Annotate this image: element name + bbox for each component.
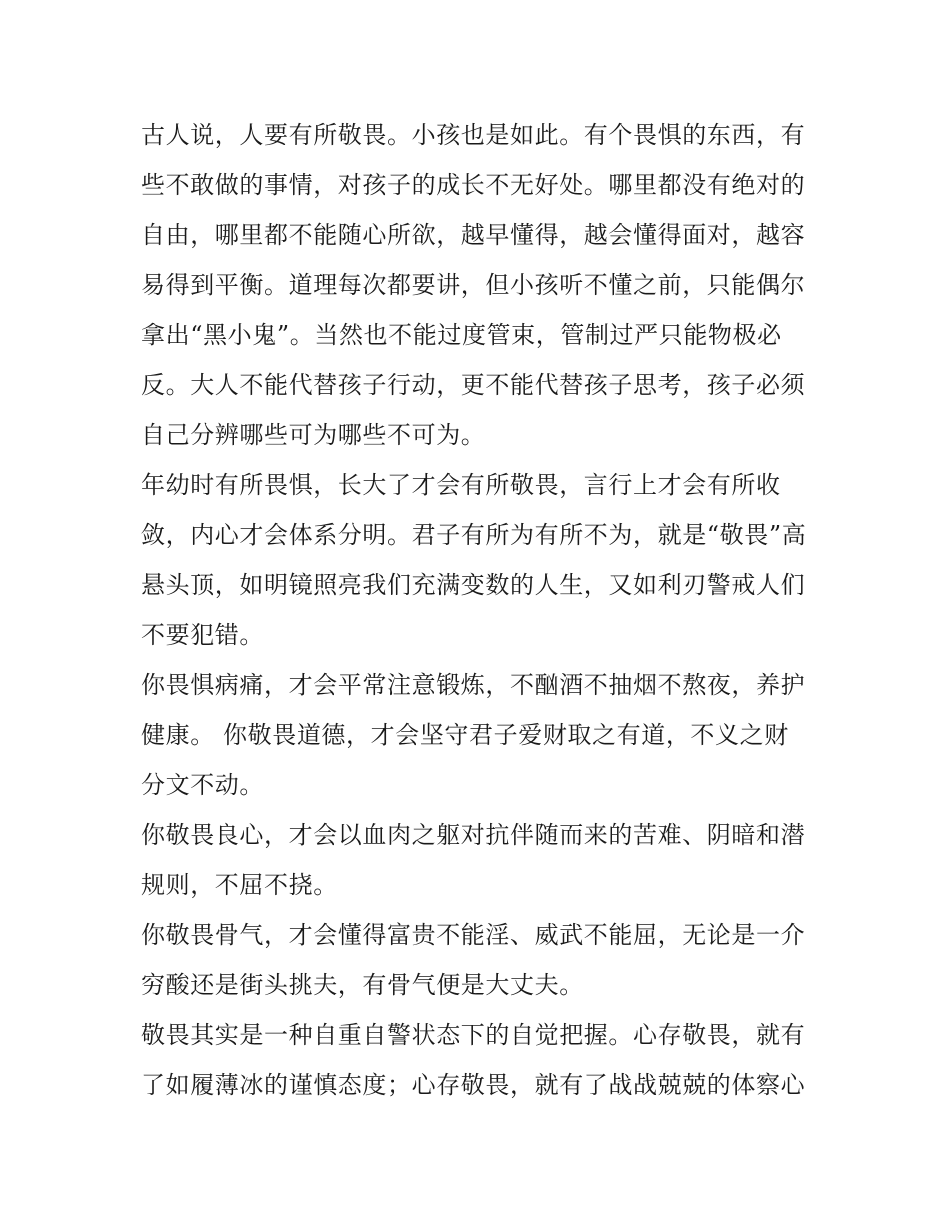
text-line: 你畏惧病痛，才会平常注意锻炼，不酗酒不抽烟不熬夜，养护	[141, 671, 806, 699]
text-line: 反。大人不能代替孩子行动，更不能代替孩子思考，孩子必须	[141, 371, 806, 399]
text-line: 自己分辨哪些可为哪些不可为。	[141, 421, 486, 449]
text-line: 了如履薄冰的谨慎态度；心存敬畏，就有了战战兢兢的体察心	[141, 1071, 806, 1099]
document-body	[141, 110, 813, 1110]
text-line: 年幼时有所畏惧，长大了才会有所敬畏，言行上才会有所收	[141, 471, 781, 499]
text-line: 敛，内心才会体系分明。君子有所为有所不为，就是“敬畏”高	[141, 521, 807, 549]
text-line: 规则，不屈不挠。	[141, 871, 338, 899]
text-line: 不要犯错。	[141, 621, 264, 649]
text-line: 自由，哪里都不能随心所欲，越早懂得，越会懂得面对，越容	[141, 221, 806, 249]
text-line: 你敬畏骨气，才会懂得富贵不能淫、威武不能屈，无论是一介	[141, 921, 806, 949]
text-line: 易得到平衡。道理每次都要讲，但小孩听不懂之前，只能偶尔	[141, 271, 806, 299]
text-line: 些不敢做的事情，对孩子的成长不无好处。哪里都没有绝对的	[141, 171, 806, 199]
text-line: 古人说，人要有所敬畏。小孩也是如此。有个畏惧的东西，有	[141, 121, 806, 149]
text-line: 悬头顶，如明镜照亮我们充满变数的人生，又如利刃警戒人们	[141, 571, 806, 599]
text-line: 健康。 你敬畏道德，才会坚守君子爱财取之有道，不义之财	[141, 721, 789, 749]
text-line: 穷酸还是街头挑夫，有骨气便是大丈夫。	[141, 971, 584, 999]
text-line: 你敬畏良心，才会以血肉之躯对抗伴随而来的苦难、阴暗和潜	[141, 821, 806, 849]
text-line: 拿出“黑小鬼”。当然也不能过度管束，管制过严只能物极必	[141, 321, 782, 349]
text-line: 分文不动。	[141, 771, 264, 799]
text-line: 敬畏其实是一种自重自警状态下的自觉把握。心存敬畏，就有	[141, 1021, 806, 1049]
